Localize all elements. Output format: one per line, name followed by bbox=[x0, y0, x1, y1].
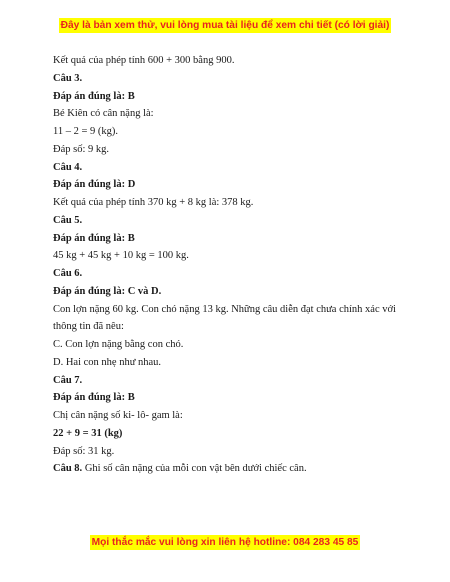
bold-text: Đáp án đúng là: B bbox=[53, 232, 135, 244]
bold-text: Câu 4. bbox=[53, 161, 83, 173]
bold-text: Đáp án đúng là: C và D. bbox=[53, 285, 162, 297]
body-text: Con lợn nặng 60 kg. Con chó nặng 13 kg. Những câu diễn đạt chưa chính xác với bbox=[53, 303, 396, 315]
document-line bbox=[53, 194, 423, 212]
document-line bbox=[53, 88, 423, 106]
document-line bbox=[53, 123, 423, 141]
hotline-banner bbox=[0, 534, 450, 550]
document-line bbox=[53, 336, 423, 354]
document-line bbox=[53, 159, 423, 177]
document-line bbox=[53, 70, 423, 88]
document-line bbox=[53, 52, 423, 70]
preview-notice-banner bbox=[0, 17, 450, 33]
body-text: Bé Kiên có cân nặng là: bbox=[53, 108, 154, 120]
body-text: Đáp số: 31 kg. bbox=[53, 445, 115, 457]
bold-text: Câu 5. bbox=[53, 214, 83, 226]
bold-text: Đáp án đúng là: B bbox=[53, 90, 135, 102]
hotline-text: Mọi thắc mắc vui lòng xin liên hệ hotline: 084 283 45 85 bbox=[91, 536, 359, 548]
body-text: Đáp số: 9 kg. bbox=[53, 143, 109, 155]
document-line bbox=[53, 141, 423, 159]
document-line bbox=[53, 407, 423, 425]
document-line bbox=[53, 283, 423, 301]
document-line bbox=[53, 230, 423, 248]
body-text: 45 kg + 45 kg + 10 kg = 100 kg. bbox=[53, 250, 189, 262]
bold-text: Đáp án đúng là: B bbox=[53, 392, 135, 404]
preview-notice-text: Đây là bản xem thử, vui lòng mua tài liệu để xem chi tiết (có lời giải) bbox=[60, 19, 390, 31]
document-line bbox=[53, 425, 423, 443]
document-body bbox=[53, 52, 423, 478]
document-line bbox=[53, 460, 423, 478]
document-line bbox=[53, 318, 423, 336]
body-text: C. Con lợn nặng bằng con chó. bbox=[53, 339, 184, 350]
document-line bbox=[53, 301, 423, 319]
document-line bbox=[53, 389, 423, 407]
body-text: thông tin đã nêu: bbox=[53, 321, 124, 333]
body-text: 11 – 2 = 9 (kg). bbox=[53, 126, 119, 137]
document-line bbox=[53, 212, 423, 230]
document-line bbox=[53, 265, 423, 283]
document-line bbox=[53, 247, 423, 265]
body-text: Chị cân nặng số ki- lô- gam là: bbox=[53, 410, 183, 421]
bold-text: Câu 7. bbox=[53, 374, 83, 386]
document-line bbox=[53, 176, 423, 194]
bold-text: Đáp án đúng là: D bbox=[53, 179, 136, 191]
document-line bbox=[53, 105, 423, 123]
document-line bbox=[53, 443, 423, 461]
body-text: D. Hai con nhẹ như nhau. bbox=[53, 356, 162, 368]
document-line bbox=[53, 354, 423, 372]
bold-text: Câu 3. bbox=[53, 72, 83, 84]
bold-text: Câu 8. bbox=[53, 463, 83, 475]
bold-text: 22 + 9 = 31 (kg) bbox=[53, 427, 123, 439]
body-text: Kết quả của phép tính 600 + 300 bằng 900. bbox=[53, 55, 235, 66]
document-line bbox=[53, 372, 423, 390]
body-text: Kết quả của phép tính 370 kg + 8 kg là: 378 kg. bbox=[53, 197, 254, 208]
bold-text: Câu 6. bbox=[53, 268, 83, 279]
body-text: Ghi số cân nặng của mỗi con vật bên dưới chiếc cân. bbox=[82, 463, 307, 475]
